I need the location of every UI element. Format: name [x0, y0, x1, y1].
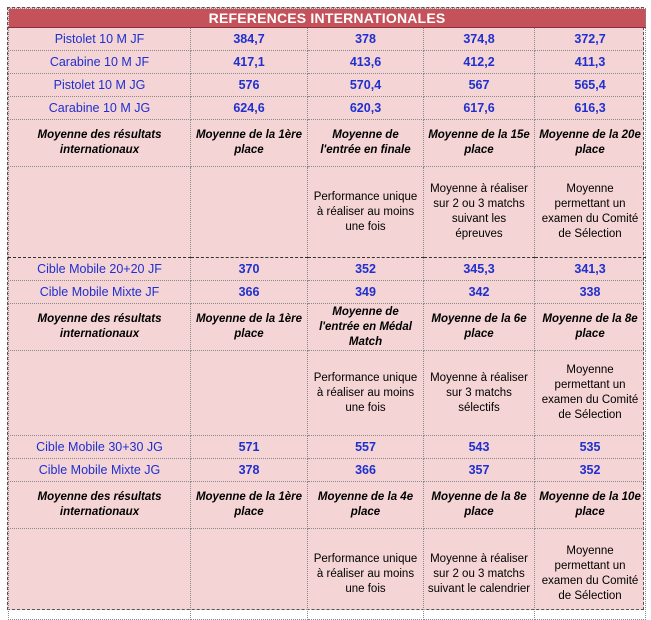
- empty-cell: [9, 167, 191, 258]
- cell-value: 338: [535, 281, 646, 304]
- row-label: Cible Mobile Mixte JF: [9, 281, 191, 304]
- header-cell: Moyenne de l'entrée en finale: [308, 120, 424, 167]
- empty-cell: [191, 529, 308, 620]
- description-row: [9, 529, 646, 620]
- empty-cell: [191, 167, 308, 258]
- title-row: [9, 9, 646, 28]
- cell-value: 565,4: [535, 74, 646, 97]
- references-table: [8, 8, 646, 620]
- cell-value: 357: [424, 459, 535, 482]
- cell-value: 374,8: [424, 28, 535, 51]
- description-cell: Performance unique à réaliser au moins une fois: [308, 529, 424, 620]
- cell-value: 417,1: [191, 51, 308, 74]
- cell-value: 342: [424, 281, 535, 304]
- cell-value: 624,6: [191, 97, 308, 120]
- cell-value: 617,6: [424, 97, 535, 120]
- cell-value: 557: [308, 436, 424, 459]
- description-cell: Moyenne à réaliser sur 2 ou 3 matchs suivant le calendrier: [424, 529, 535, 620]
- header-cell: Moyenne de la 20e place: [535, 120, 646, 167]
- cell-value: 352: [535, 459, 646, 482]
- row-label: Pistolet 10 M JF: [9, 28, 191, 51]
- header-cell: Moyenne de la 1ère place: [191, 482, 308, 529]
- row-label: Pistolet 10 M JG: [9, 74, 191, 97]
- table-row: [9, 459, 646, 482]
- header-cell: Moyenne des résultats internationaux: [9, 482, 191, 529]
- cell-value: 576: [191, 74, 308, 97]
- header-cell: Moyenne de la 1ère place: [191, 304, 308, 351]
- cell-value: 616,3: [535, 97, 646, 120]
- description-row: [9, 351, 646, 436]
- cell-value: 570,4: [308, 74, 424, 97]
- table-row: [9, 51, 646, 74]
- table-title: REFERENCES INTERNATIONALES: [9, 9, 646, 28]
- table-row: [9, 74, 646, 97]
- description-cell: Performance unique à réaliser au moins une fois: [308, 351, 424, 436]
- empty-cell: [9, 351, 191, 436]
- cell-value: 412,2: [424, 51, 535, 74]
- description-cell: Moyenne à réaliser sur 2 ou 3 matchs suivant les épreuves: [424, 167, 535, 258]
- table-row: [9, 258, 646, 281]
- header-cell: Moyenne de la 15e place: [424, 120, 535, 167]
- row-label: Carabine 10 M JF: [9, 51, 191, 74]
- cell-value: 543: [424, 436, 535, 459]
- description-cell: Performance unique à réaliser au moins une fois: [308, 167, 424, 258]
- cell-value: 366: [191, 281, 308, 304]
- cell-value: 349: [308, 281, 424, 304]
- header-cell: Moyenne des résultats internationaux: [9, 120, 191, 167]
- empty-cell: [191, 351, 308, 436]
- cell-value: 384,7: [191, 28, 308, 51]
- cell-value: 378: [308, 28, 424, 51]
- header-row: [9, 120, 646, 167]
- empty-cell: [9, 529, 191, 620]
- cell-value: 567: [424, 74, 535, 97]
- description-cell: Moyenne permettant un examen du Comité de Sélection: [535, 529, 646, 620]
- cell-value: 345,3: [424, 258, 535, 281]
- cell-value: 535: [535, 436, 646, 459]
- row-label: Cible Mobile Mixte JG: [9, 459, 191, 482]
- description-cell: Moyenne permettant un examen du Comité de Sélection: [535, 351, 646, 436]
- description-cell: Moyenne permettant un examen du Comité de Sélection: [535, 167, 646, 258]
- description-row: [9, 167, 646, 258]
- cell-value: 413,6: [308, 51, 424, 74]
- row-label: Cible Mobile 20+20 JF: [9, 258, 191, 281]
- table-row: [9, 97, 646, 120]
- header-cell: Moyenne de la 8e place: [535, 304, 646, 351]
- cell-value: 372,7: [535, 28, 646, 51]
- row-label: Carabine 10 M JG: [9, 97, 191, 120]
- header-cell: Moyenne de la 10e place: [535, 482, 646, 529]
- table-row: [9, 436, 646, 459]
- table-row: [9, 28, 646, 51]
- header-cell: Moyenne de la 1ère place: [191, 120, 308, 167]
- references-sheet: [7, 7, 644, 610]
- header-row: [9, 482, 646, 529]
- cell-value: 571: [191, 436, 308, 459]
- cell-value: 352: [308, 258, 424, 281]
- cell-value: 341,3: [535, 258, 646, 281]
- cell-value: 620,3: [308, 97, 424, 120]
- cell-value: 378: [191, 459, 308, 482]
- row-label: Cible Mobile 30+30 JG: [9, 436, 191, 459]
- cell-value: 366: [308, 459, 424, 482]
- header-row: [9, 304, 646, 351]
- cell-value: 411,3: [535, 51, 646, 74]
- header-cell: Moyenne de la 4e place: [308, 482, 424, 529]
- header-cell: Moyenne de la 8e place: [424, 482, 535, 529]
- header-cell: Moyenne de la 6e place: [424, 304, 535, 351]
- description-cell: Moyenne à réaliser sur 3 matchs sélectifs: [424, 351, 535, 436]
- cell-value: 370: [191, 258, 308, 281]
- header-cell: Moyenne de l'entrée en Médal Match: [308, 304, 424, 351]
- header-cell: Moyenne des résultats internationaux: [9, 304, 191, 351]
- table-row: [9, 281, 646, 304]
